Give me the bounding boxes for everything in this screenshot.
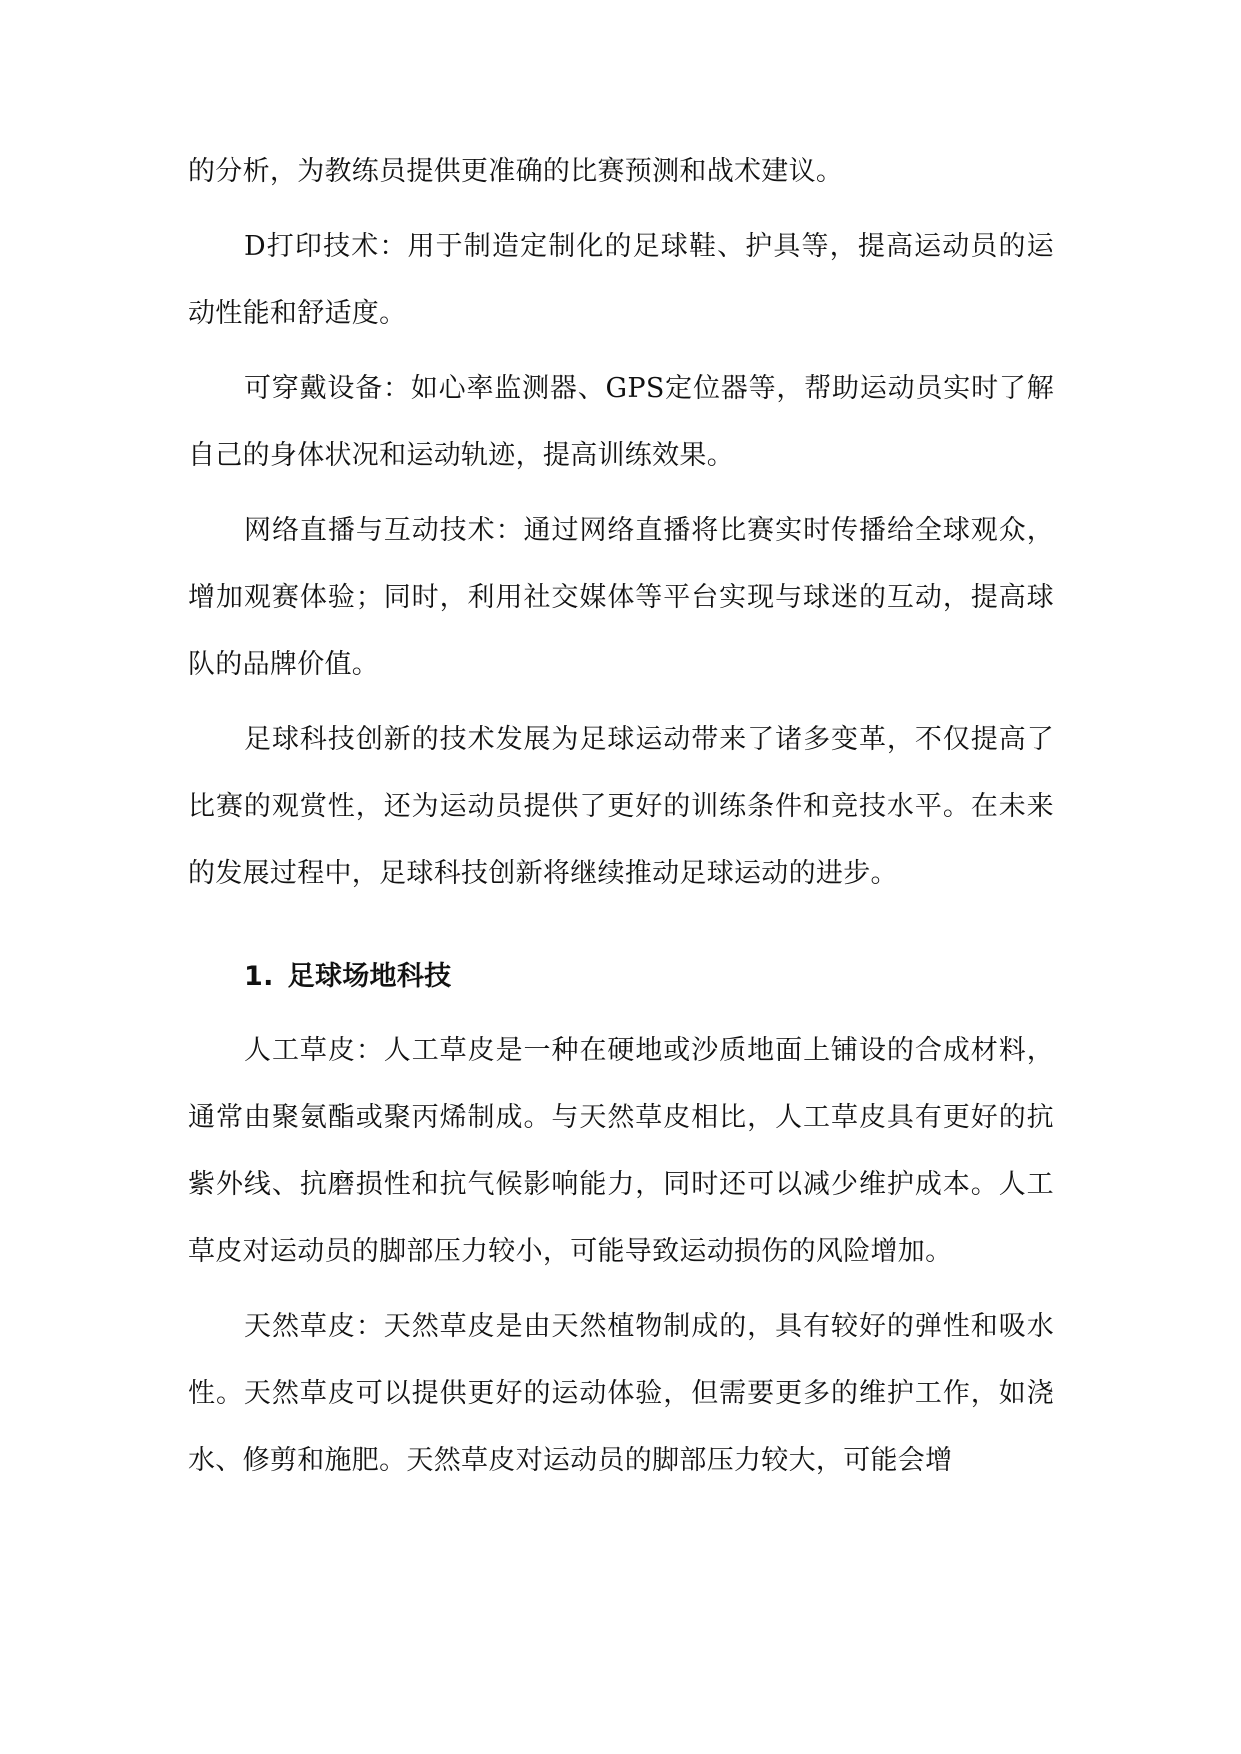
paragraph-live-streaming: 网络直播与互动技术：通过网络直播将比赛实时传播给全球观众，增加观赛体验；同时，利用社交媒体等平台实现与球迷的互动，提高球队的品牌价值。 [188, 515, 1054, 680]
paragraph-summary: 足球科技创新的技术发展为足球运动带来了诸多变革，不仅提高了比赛的观赏性，还为运动员提供了更好的训练条件和竞技水平。在未来的发展过程中，足球科技创新将继续推动足球运动的进步。 [188, 724, 1054, 889]
document-body [188, 138, 1054, 1502]
paragraph-analysis-continuation: 的分析，为教练员提供更准确的比赛预测和战术建议。 [188, 156, 844, 187]
paragraph-3d-printing: D打印技术：用于制造定制化的足球鞋、护具等，提高运动员的运动性能和舒适度。 [188, 231, 1054, 329]
paragraph-wearables: 可穿戴设备：如心率监测器、GPS定位器等，帮助运动员实时了解自己的身体状况和运动轨迹，提高训练效果。 [188, 373, 1054, 471]
section-title: 足球场地科技 [287, 961, 452, 992]
paragraph-natural-turf: 天然草皮：天然草皮是由天然植物制成的，具有较好的弹性和吸水性。天然草皮可以提供更好的运动体验，但需要更多的维护工作，如浇水、修剪和施肥。天然草皮对运动员的脚部压力较大，可能会增 [188, 1311, 1054, 1476]
section-heading [188, 943, 1054, 1010]
paragraph-artificial-turf: 人工草皮：人工草皮是一种在硬地或沙质地面上铺设的合成材料，通常由聚氨酯或聚丙烯制成。与天然草皮相比，人工草皮具有更好的抗紫外线、抗磨损性和抗气候影响能力，同时还可以减少维护成本。人工草皮对运动员的脚部压力较小，可能导致运动损伤的风险增加。 [188, 1035, 1054, 1267]
section-number: 1. [244, 961, 274, 992]
